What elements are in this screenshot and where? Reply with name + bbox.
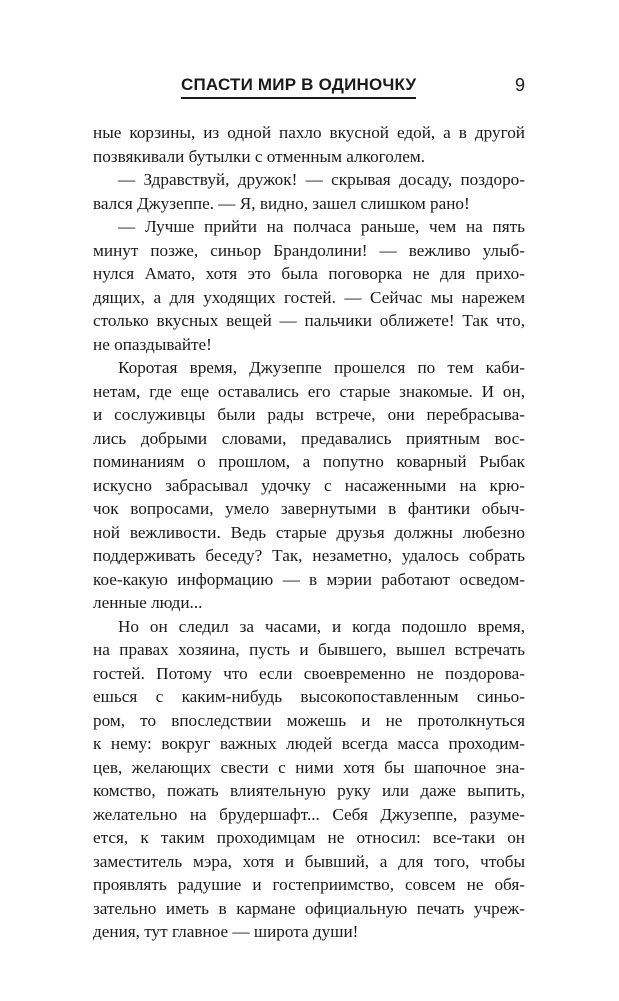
text-line: столько вкусных вещей — пальчики оближете! Так что, [93,311,525,330]
text-line: не опаздывайте! [93,334,212,354]
text-line: нулся Амато, хотя это была поговорка не для прихо- [93,264,525,283]
text-line: Коротая время, Джузеппе прошелся по тем каби- [118,358,525,377]
text-line: позвякивали бутылки с отменным алкоголем. [93,146,426,166]
text-line: кое-какую информацию — в мэрии работают осведом- [93,569,525,589]
text-line: Но он следил за часами, и когда подошло время, [118,616,525,636]
text-line: минут позже, синьор Брандолини! — вежливо улыб- [93,240,525,260]
running-title: СПАСТИ МИР В ОДИНОЧКУ [181,74,416,99]
text-line: на правах хозяина, пусть и бывшего, вышел встречать [93,640,525,659]
running-header [93,74,525,102]
text-line: ной вежливости. Ведь старые друзья должны любезно [93,522,525,542]
text-line: лись добрыми словами, предавались приятным вос- [93,428,525,448]
page-number: 9 [514,75,525,95]
body-text [93,121,525,944]
text-line: — Здравствуй, дружок! — скрывая досаду, поздоро- [118,170,525,189]
text-line: заместитель мэра, хотя и бывший, а для того, чтобы [93,851,525,871]
text-line: искусно забрасывал удочку с насаженными на крю- [93,475,525,495]
text-line: ленные люди... [93,593,203,612]
text-line: дящих, а для уходящих гостей. — Сейчас мы нарежем [93,287,525,307]
text-line: вался Джузеппе. — Я, видно, зашел слишком рано! [93,193,470,213]
text-line: чок вопросами, умело завернутыми в фантики обыч- [93,499,525,518]
text-line: ешься с каким-нибудь высокопоставленным синьо- [93,687,525,706]
text-line: к нему: вокруг важных людей всегда масса проходим- [93,734,525,753]
text-line: ром, то впоследствии можешь и не протолкнуться [93,710,525,730]
text-line: комство, пожать влиятельную руку или даже выпить, [93,781,525,800]
text-line: поддерживать беседу? Так, незаметно, удалось собрать [93,546,525,565]
text-line: и сослуживцы были рады встрече, они перебрасыва- [93,405,525,424]
text-line: дения, тут главное — широта души! [93,922,359,941]
text-line: цев, желающих свести с ними хотя бы шапочное зна- [93,757,525,777]
text-line: зательно иметь в кармане официальную печать учреж- [93,898,525,918]
text-line: ется, к таким проходимцам не относил: все-таки он [93,828,525,847]
text-line: гостей. Потому что если своевременно не поздорова- [93,663,525,683]
text-line: проявлять радушие и гостеприимство, совсем не обя- [93,875,525,894]
text-line: желательно на брудершафт... Себя Джузеппе, разуме- [93,804,525,824]
text-line: ные корзины, из одной пахло вкусной едой, а в другой [93,123,525,142]
text-line: поминаниям о прошлом, а попутно коварный Рыбак [93,452,525,471]
text-line: нетам, где еще оставались его старые знакомые. И он, [93,381,525,401]
text-line: — Лучше прийти на полчаса раньше, чем на пять [118,217,525,236]
